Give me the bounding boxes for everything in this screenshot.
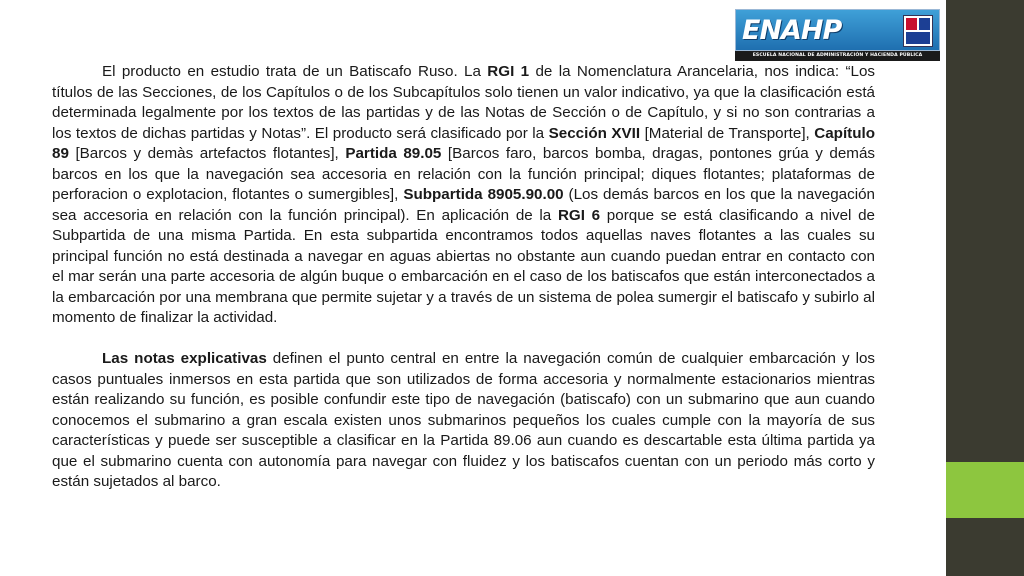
logo-subtitle: ESCUELA NACIONAL DE ADMINISTRACIÓN Y HACIENDA PÚBLICA [735,51,940,61]
text-run: [Material de Transporte], [640,124,815,142]
bold-term: Capítulo 89 [52,124,876,162]
bold-term: RGI 6 [557,206,601,224]
logo-banner [735,9,940,51]
bold-term: Sección XVII [548,124,641,142]
bold-term: Partida 89.05 [345,145,442,162]
sidebar-accent-block [946,462,1024,518]
body-text [52,62,875,493]
bold-term: Las notas explicativas [102,350,267,367]
paragraph-classification [52,62,875,329]
text-run: [Barcos y demàs artefactos flotantes], [68,145,346,162]
bold-term: RGI 1 [487,63,530,80]
bold-term: Subpartida 8905.90.00 [403,186,564,203]
logo-wordmark: ENAHP [742,15,842,46]
text-run: El producto en estudio trata de un Batiscafo Ruso. La [102,63,488,80]
enahp-logo [735,9,940,61]
flag-emblem-icon [903,15,933,47]
paragraph-explanatory-notes [52,349,875,493]
text-run: [Barcos faro, barcos bomba, dragas, pontones grúa y demás barcos en los que la navegación sea accesoria en relación con la función principal; diques flotantes; plataformas de perforacion o explotacion, flotantes o sumergibles], [52,145,876,203]
text-run: definen el punto central en entre la navegación común de cualquier embarcación y los casos puntuales inmersos en esta partida que son utilizados de forma accesoria y normalmente estacionarios mientras están realizando su función, es posible confundir este tipo de navegación (batiscafo) con un submarino que aun cuando conocemos el submarino a gran escala existen unos submarinos pequeños los cuales cumple con la mayoría de sus características y puede ser susceptible a clasificar en la Partida 89.06 aun cuando es descartable esta última partida ya que el submarino cuenta con autonomía para navegar con fluidez y los batiscafos cuentan con un periodo más corto y están sujetados al barco. [52,350,875,490]
text-run: porque se está clasificando a nivel de Subpartida de una misma Partida. En esta subpartida encontramos todos aquellas naves flotantes a las cuales su principal función no está destinada a navegar en aguas abiertas no obstante aun cuando puedan entrar en contacto con el mar serán una parte accesoria de algún buque o embarcación en el caso de los batiscafos que están interconectados a la embarcación por una membrana que permite sujetar y a través de un sistema de polea sumergir el batiscafo y subirlo al momento de finalizar la actividad. [52,206,875,326]
text-run: (Los demás barcos en los que la navegación sea accesoria en relación con la función principal). En aplicación de la [52,186,875,224]
text-run: de la Nomenclatura Arancelaria, nos indica: “Los títulos de las Secciones, de los Capítulos o de los Subcapítulos solo tienen un valor indicativo, ya que la clasificación está determinada legalmente por los textos de las partidas y de las Notas de Sección o de Capítulo, y si no son contrarias a los textos de dichas partidas y Notas”. El producto será clasificado por la [52,63,875,142]
